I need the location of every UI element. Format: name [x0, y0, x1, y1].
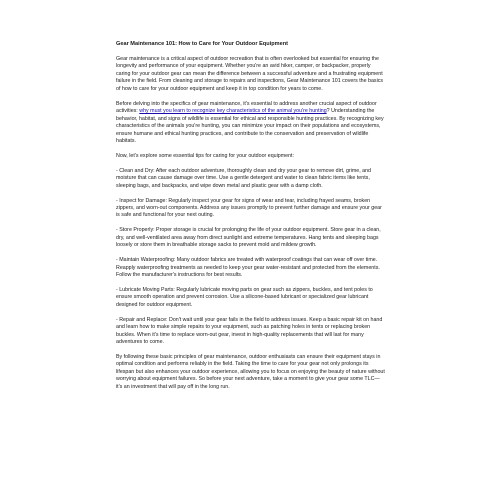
- wildlife-text-before: Before delving into the specifics of gear maintenance, it's essential to address another crucial aspect of outdoor activities:: [116, 100, 377, 115]
- wildlife-link[interactable]: why must you learn to recognize key characteristics of the animal you're hunting: [139, 108, 327, 115]
- tip-lubricate-moving-parts: - Lubricate Moving Parts: Regularly lubricate moving parts on gear such as zippers, buckles, and tent poles to ensure smooth operation and prevent corrosion. Use a silicone-based lubricant or specialized gear lubricant designed for outdoor equipment.: [116, 286, 373, 308]
- tip-clean-and-dry: - Clean and Dry: After each outdoor adventure, thoroughly clean and dry your gear to remove dirt, grime, and moisture that can cause damage over time. Use a gentle detergent and water to clean fabric items like tents, sleeping bags, and backpacks, and wipe down metal and plastic gear with a damp cloth.: [116, 167, 371, 189]
- wildlife-paragraph: [116, 101, 386, 146]
- article-body: [116, 41, 386, 399]
- tip-maintain-waterproofing: - Maintain Waterproofing: Many outdoor fabrics are treated with waterproof coatings that can wear off over time. Reapply waterproofing treatments as needed to keep your gear water-resistant and protected from the elements. Follow the manufacturer's instructions for best results.: [116, 257, 380, 279]
- intro-paragraph: Gear maintenance is a critical aspect of outdoor recreation that is often overlooked but essential for ensuring the longevity and performance of your equipment. Whether you're an avid hiker, camper, or backpacker, properly caring for your outdoor gear can mean the difference between a successful adventure and a frustrating equipment failure in the field. From cleaning and storage to repairs and inspections, Gear Maintenance 101 covers the basics of how to care for your outdoor equipment and keep it in top condition for years to come.: [116, 56, 384, 92]
- conclusion-paragraph: By following these basic principles of gear maintenance, outdoor enthusiasts can ensure their equipment stays in optimal condition and performs reliably in the field. Taking the time to care for your gear not only prolongs its lifespan but also enhances your outdoor experience, allowing you to focus on enjoying the beauty of nature without worrying about equipment failures. So before your next adventure, take a moment to give your gear some TLC—it's an investment that will pay off in the long run.: [116, 353, 385, 390]
- tip-store-properly: - Store Properly: Proper storage is crucial for prolonging the life of your outdoor equipment. Store gear in a clean, dry, and well-ventilated area away from direct sunlight and extreme temperatures. Hang tents and sleeping bags loosely or store them in breathable storage sacks to prevent mold and mildew growth.: [116, 227, 381, 249]
- article-title: Gear Maintenance 101: How to Care for Your Outdoor Equipment: [116, 41, 288, 47]
- tip-repair-and-replace: - Repair and Replace: Don't wait until your gear fails in the field to address issues. Keep a basic repair kit on hand and learn how to make simple repairs to your equipment, such as patching holes in tents or replacing broken buckles. When it's time to replace worn-out gear, invest in high-quality replacements that will last for many adventures to come.: [116, 316, 383, 346]
- tips-intro-paragraph: Now, let's explore some essential tips for caring for your outdoor equipment:: [116, 152, 294, 159]
- wildlife-text-after: ? Understanding the behavior, habitat, and signs of wildlife is essential for ethical and responsible hunting practices. By recognizing key characteristics of the animals you're hunting, you can minimize your impact on their populations and ecosystems, ensure humane and ethical hunting practices, and contribute to the conservation and preservation of wildlife habitats.: [116, 108, 384, 144]
- tip-inspect-for-damage: - Inspect for Damage: Regularly inspect your gear for signs of wear and tear, including frayed seams, broken zippers, and worn-out components. Address any issues promptly to prevent further damage and ensure your gear is safe and functional for your next outing.: [116, 197, 382, 219]
